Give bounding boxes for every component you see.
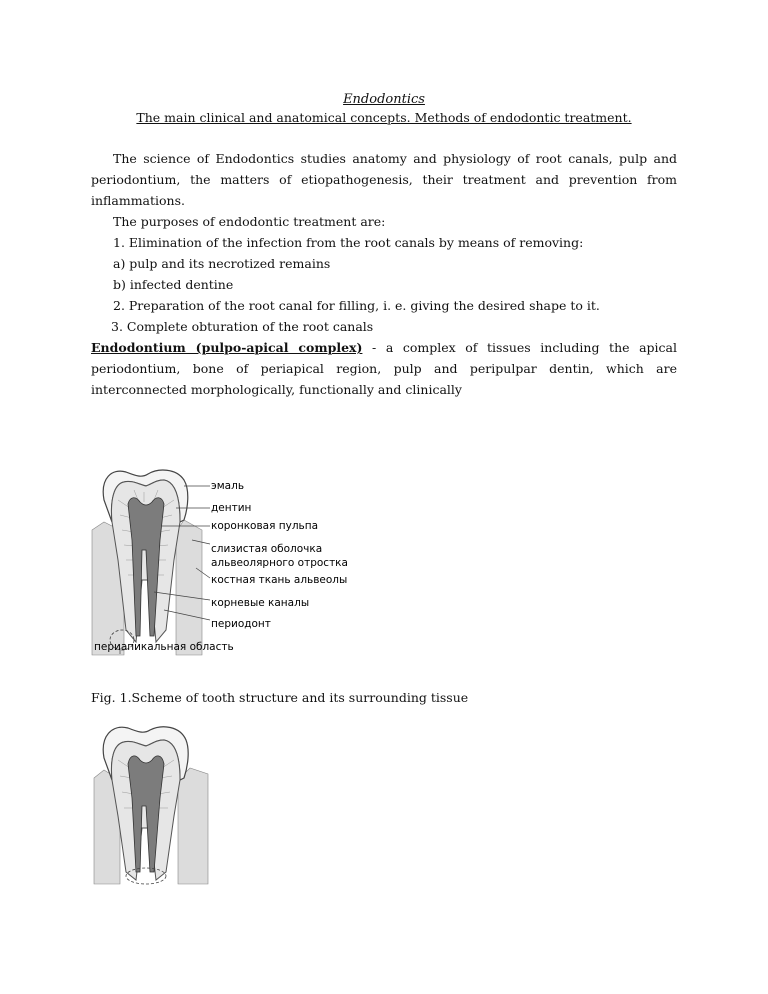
label-periapical-region: периапикальная область — [94, 641, 234, 653]
definition-term: Endodontium (pulpo-apical complex) — [91, 340, 363, 355]
purpose-1: 1. Elimination of the infection from the root canals by means of removing: — [113, 235, 584, 250]
label-crown-pulp: коронковая пульпа — [211, 520, 319, 532]
page-title: Endodontics — [343, 92, 425, 107]
purpose-1a: a) pulp and its necrotized remains — [113, 256, 331, 271]
figure-caption: Fig. 1.Scheme of tooth structure and its surrounding tissue — [91, 690, 469, 705]
page-subtitle: The main clinical and anatomical concepts. Methods of endodontic treatment. — [136, 110, 632, 125]
definition-paragraph — [91, 337, 677, 400]
purpose-2: 2. Preparation of the root canal for filling, i. e. giving the desired shape to it. — [113, 298, 600, 313]
label-mucosa: слизистая оболочка — [211, 543, 323, 555]
label-periodontium: периодонт — [211, 618, 271, 630]
label-alveolar-bone: костная ткань альвеолы — [211, 574, 348, 586]
purpose-1b: b) infected dentine — [113, 277, 234, 292]
intro-paragraph: The science of Endodontics studies anatomy and physiology of root canals, pulp and periodontium, the matters of etiopathogenesis, their treatment and prevention from inflammations. — [91, 151, 677, 208]
document-body — [91, 148, 677, 400]
tooth-diagram-labeled — [84, 460, 374, 660]
label-alveolar-process: альвеолярного отростка — [211, 557, 348, 569]
tooth-diagram-unlabeled — [90, 722, 220, 887]
purposes-heading: The purposes of endodontic treatment are: — [113, 214, 386, 229]
purpose-3: 3. Complete obturation of the root canals — [111, 319, 374, 334]
label-root-canals: корневые каналы — [211, 597, 310, 609]
label-dentin: дентин — [211, 502, 252, 514]
label-enamel: эмаль — [211, 480, 245, 492]
definition-text: - a complex of tissues including the apical periodontium, bone of periapical region, pulp and peripulpar dentin, which are interconnected morphologically, functionally and clinically — [91, 340, 677, 397]
